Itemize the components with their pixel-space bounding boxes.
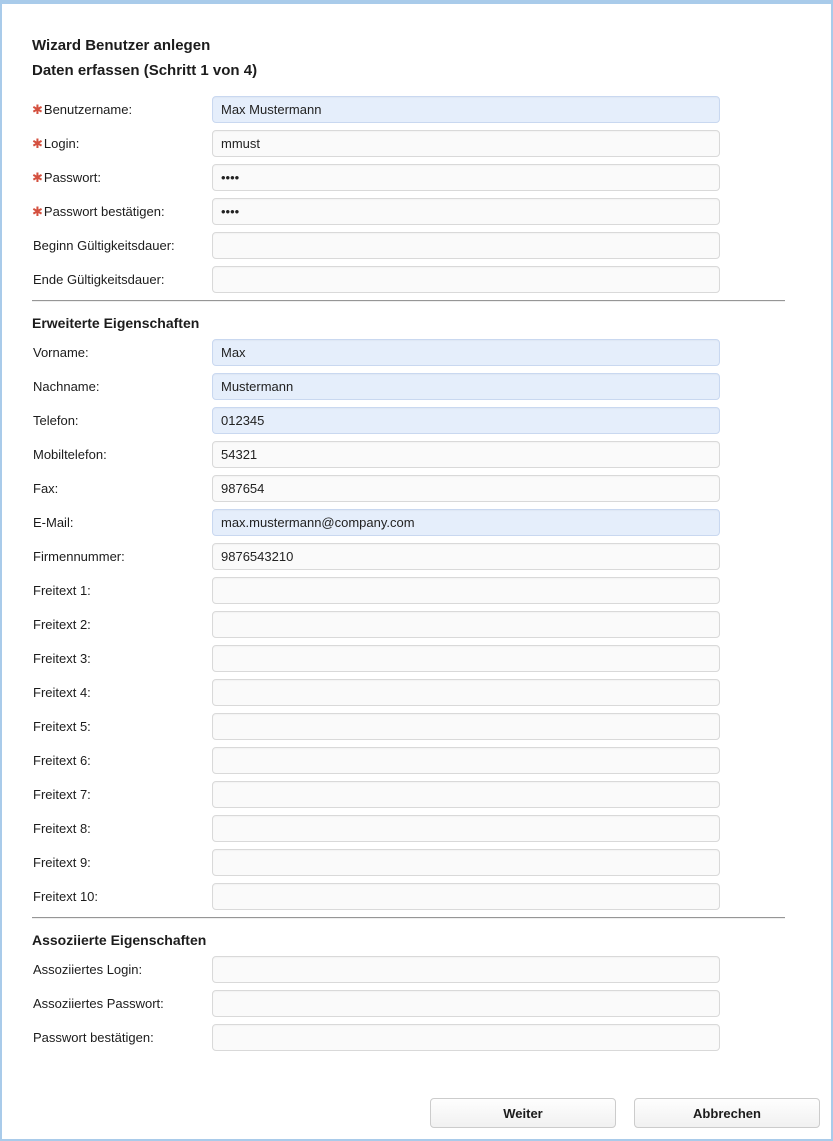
page-subtitle: Daten erfassen (Schritt 1 von 4): [32, 62, 258, 79]
form-row-vorname: [32, 339, 785, 366]
passwort-bestaetigen-input[interactable]: [212, 198, 720, 225]
form-row-login: [32, 130, 785, 157]
field-label: [32, 821, 212, 837]
form-row-freitext-5: [32, 713, 785, 740]
field-label: [32, 379, 212, 395]
abbrechen-button[interactable]: Abbrechen: [634, 1098, 820, 1128]
beginn-gueltigkeitsdauer-input[interactable]: [212, 232, 720, 259]
form-row-assoziiertes-passwort-bestaetigen: [32, 1024, 785, 1051]
field-label: [32, 583, 212, 599]
field-label-text: Login:: [43, 135, 80, 151]
field-label: [32, 617, 212, 633]
freitext-3-input[interactable]: [212, 645, 720, 672]
fax-input[interactable]: [212, 475, 720, 502]
page-title: Wizard Benutzer anlegen: [32, 37, 211, 54]
form-row-mobiltelefon: [32, 441, 785, 468]
assoziiertes-login-input[interactable]: [212, 956, 720, 983]
field-label-text: Passwort bestätigen:: [33, 1029, 154, 1045]
form-row-assoziiertes-passwort: [32, 990, 785, 1017]
form-row-freitext-9: [32, 849, 785, 876]
field-label: [32, 204, 212, 220]
field-label-text: Fax:: [33, 480, 59, 496]
field-label-text: Passwort bestätigen:: [43, 203, 165, 219]
field-label-text: Beginn Gültigkeitsdauer:: [33, 237, 175, 253]
field-label-text: Benutzername:: [43, 101, 133, 117]
benutzername-input[interactable]: [212, 96, 720, 123]
field-label: [32, 1030, 212, 1046]
mobiltelefon-input[interactable]: [212, 441, 720, 468]
freitext-2-input[interactable]: [212, 611, 720, 638]
field-label-text: Freitext 6:: [33, 752, 91, 768]
section-heading-assoziierte-eigenschaften: Assoziierte Eigenschaften: [32, 932, 207, 948]
form-row-passwort-bestaetigen: [32, 198, 785, 225]
field-label: [32, 345, 212, 361]
field-label-text: Mobiltelefon:: [33, 446, 107, 462]
field-label-text: Freitext 3:: [33, 650, 91, 666]
field-label: [32, 272, 212, 288]
field-label: [32, 170, 212, 186]
passwort-input[interactable]: [212, 164, 720, 191]
form-row-freitext-8: [32, 815, 785, 842]
freitext-4-input[interactable]: [212, 679, 720, 706]
field-label-text: Vorname:: [33, 344, 89, 360]
field-label: [32, 855, 212, 871]
field-label: [32, 136, 212, 152]
field-label: [32, 753, 212, 769]
form-row-ende-gueltigkeitsdauer: [32, 266, 785, 293]
field-label: [32, 787, 212, 803]
required-marker: ✱: [32, 135, 43, 151]
field-label: [32, 685, 212, 701]
assoziiertes-passwort-input[interactable]: [212, 990, 720, 1017]
wizard-form: [32, 96, 785, 1051]
form-row-benutzername: [32, 96, 785, 123]
assoziiertes-passwort-bestaetigen-input[interactable]: [212, 1024, 720, 1051]
weiter-button[interactable]: Weiter: [430, 1098, 616, 1128]
field-label: [32, 481, 212, 497]
field-label: [32, 962, 212, 978]
field-label-text: Ende Gültigkeitsdauer:: [33, 271, 165, 287]
section-divider-assoziierte-eigenschaften: [32, 917, 785, 919]
field-label-text: Assoziiertes Login:: [33, 961, 143, 977]
field-label: [32, 549, 212, 565]
form-row-passwort: [32, 164, 785, 191]
form-row-freitext-3: [32, 645, 785, 672]
freitext-6-input[interactable]: [212, 747, 720, 774]
form-row-fax: [32, 475, 785, 502]
freitext-8-input[interactable]: [212, 815, 720, 842]
freitext-10-input[interactable]: [212, 883, 720, 910]
form-row-email: [32, 509, 785, 536]
field-label-text: Freitext 2:: [33, 616, 91, 632]
ende-gueltigkeitsdauer-input[interactable]: [212, 266, 720, 293]
vorname-input[interactable]: [212, 339, 720, 366]
footer-buttons: [430, 1098, 820, 1128]
field-label-text: Freitext 8:: [33, 820, 91, 836]
field-label-text: Freitext 5:: [33, 718, 91, 734]
section-heading-erweiterte-eigenschaften: Erweiterte Eigenschaften: [32, 315, 200, 331]
field-label: [32, 447, 212, 463]
nachname-input[interactable]: [212, 373, 720, 400]
field-label-text: Freitext 10:: [33, 888, 99, 904]
field-label-text: Freitext 9:: [33, 854, 91, 870]
form-row-freitext-2: [32, 611, 785, 638]
freitext-7-input[interactable]: [212, 781, 720, 808]
field-label-text: Assoziiertes Passwort:: [33, 995, 164, 1011]
form-row-telefon: [32, 407, 785, 434]
email-input[interactable]: [212, 509, 720, 536]
field-label: [32, 515, 212, 531]
field-label: [32, 889, 212, 905]
field-label-text: Passwort:: [43, 169, 101, 185]
required-marker: ✱: [32, 203, 43, 219]
required-marker: ✱: [32, 101, 43, 117]
field-label: [32, 719, 212, 735]
section-divider-erweiterte-eigenschaften: [32, 300, 785, 302]
freitext-9-input[interactable]: [212, 849, 720, 876]
form-row-assoziiertes-login: [32, 956, 785, 983]
field-label-text: Freitext 1:: [33, 582, 91, 598]
form-row-nachname: [32, 373, 785, 400]
field-label-text: Freitext 4:: [33, 684, 91, 700]
field-label-text: E-Mail:: [33, 514, 74, 530]
required-marker: ✱: [32, 169, 43, 185]
field-label: [32, 238, 212, 254]
field-label-text: Telefon:: [33, 412, 79, 428]
form-row-firmennummer: [32, 543, 785, 570]
telefon-input[interactable]: [212, 407, 720, 434]
field-label: [32, 996, 212, 1012]
login-input[interactable]: [212, 130, 720, 157]
field-label: [32, 413, 212, 429]
form-row-freitext-6: [32, 747, 785, 774]
form-row-freitext-1: [32, 577, 785, 604]
wizard-content: [32, 4, 785, 1051]
form-row-freitext-10: [32, 883, 785, 910]
field-label: [32, 102, 212, 118]
field-label-text: Firmennummer:: [33, 548, 125, 564]
field-label-text: Freitext 7:: [33, 786, 91, 802]
freitext-1-input[interactable]: [212, 577, 720, 604]
form-row-freitext-4: [32, 679, 785, 706]
field-label-text: Nachname:: [33, 378, 100, 394]
form-row-freitext-7: [32, 781, 785, 808]
form-row-beginn-gueltigkeitsdauer: [32, 232, 785, 259]
freitext-5-input[interactable]: [212, 713, 720, 740]
firmennummer-input[interactable]: [212, 543, 720, 570]
field-label: [32, 651, 212, 667]
